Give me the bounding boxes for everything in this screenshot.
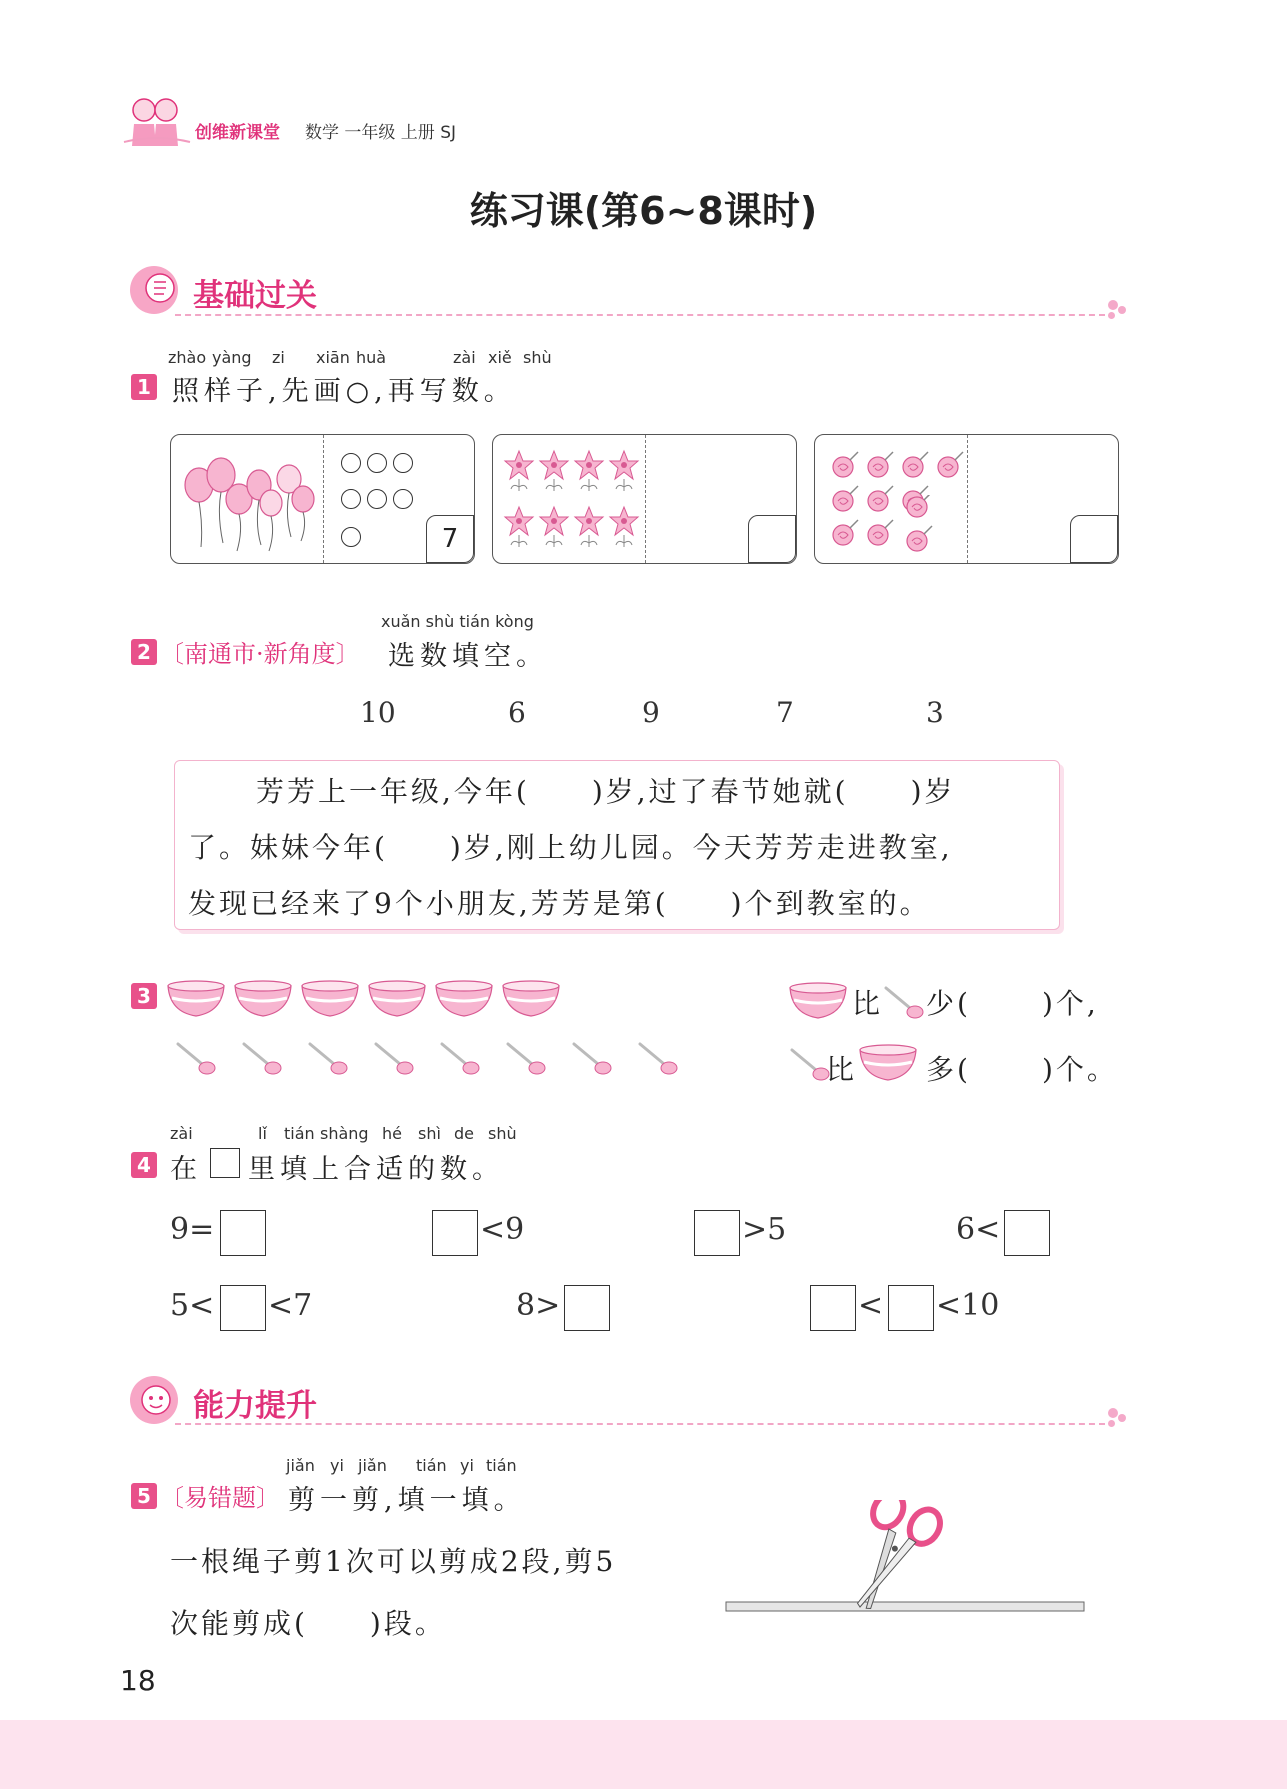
header-brand: 创维新课堂 — [195, 123, 280, 143]
footer-band — [0, 1720, 1287, 1789]
pinyin: zài — [170, 1124, 193, 1143]
balloons-image — [177, 455, 321, 555]
box-divider — [967, 435, 968, 563]
pinyin: shù — [523, 348, 552, 367]
pinyin: jiǎn — [358, 1456, 387, 1475]
q2-tag: 〔南通市·新角度〕 — [160, 640, 360, 668]
pinyin: tián — [486, 1456, 517, 1475]
pinyin: yi — [460, 1456, 474, 1475]
pinyin: huà — [356, 348, 387, 367]
section-divider — [175, 1423, 1105, 1425]
q2-number-option: 7 — [776, 696, 794, 729]
q1-flowers-box — [492, 434, 797, 564]
section-icon — [128, 264, 184, 316]
q4-answer-square[interactable] — [220, 1285, 266, 1331]
q1-answer-box: 7 — [426, 515, 474, 563]
example-circle — [393, 489, 413, 509]
q2-story-line: 发现已经来了9个小朋友,芳芳是第( )个到教室的。 — [188, 887, 931, 920]
pinyin: shì — [418, 1124, 441, 1143]
pinyin: zài — [453, 348, 476, 367]
q3-compare-word: 比 — [852, 987, 884, 1020]
pinyin: shù — [488, 1124, 517, 1143]
q4-number: 4 — [131, 1152, 157, 1178]
q2-number-option: 9 — [642, 696, 660, 729]
pinyin: tián — [416, 1456, 447, 1475]
q4-text-post: 里填上合适的数。 — [248, 1154, 504, 1185]
bowls-row — [166, 978, 566, 1024]
q3-unit-text: )个, — [1042, 987, 1099, 1020]
section-icon — [128, 1374, 184, 1426]
q3-compare-word: 比 — [826, 1053, 858, 1086]
pinyin: tián — [284, 1124, 315, 1143]
pinyin: zhào — [168, 348, 207, 367]
q2-text: 选数填空。 — [388, 641, 548, 672]
q2-number-option: 10 — [360, 696, 396, 729]
q4-expr-text: 9= — [170, 1212, 215, 1247]
flowers-image — [499, 441, 643, 559]
box-divider — [323, 435, 324, 563]
q4-expr-text: <9 — [480, 1212, 525, 1247]
pinyin: xiān — [316, 348, 350, 367]
section-title-advanced: 能力提升 — [193, 1388, 317, 1424]
q4-answer-square[interactable] — [810, 1285, 856, 1331]
box-divider — [645, 435, 646, 563]
q4-text-pre: 在 — [170, 1154, 202, 1185]
q2-number-option: 6 — [508, 696, 526, 729]
pinyin: jiǎn — [286, 1456, 315, 1475]
q5-tag: 〔易错题〕 — [160, 1484, 280, 1512]
q2-pinyin: xuǎn shù tián kòng — [381, 612, 534, 631]
bowl-icon — [858, 1040, 918, 1084]
pinyin: hé — [382, 1124, 402, 1143]
pinyin: zi — [272, 348, 285, 367]
pinyin: de — [454, 1124, 474, 1143]
q1-answer-box[interactable] — [748, 515, 796, 563]
page-number: 18 — [120, 1664, 156, 1697]
scissors-rope-illustration — [720, 1500, 1090, 1630]
q4-answer-square[interactable] — [1004, 1210, 1050, 1256]
q4-expr-text: < — [858, 1288, 884, 1323]
decor-dot — [1108, 300, 1118, 310]
example-circle — [341, 453, 361, 473]
spoons-row — [170, 1040, 690, 1080]
example-circle — [393, 453, 413, 473]
q3-more-text: 多( — [926, 1053, 971, 1086]
q3-number: 3 — [131, 983, 157, 1009]
q5-line: 次能剪成( )段。 — [170, 1607, 446, 1640]
pinyin: shàng — [320, 1124, 369, 1143]
decor-dot — [1108, 312, 1115, 319]
q1-number: 1 — [131, 374, 157, 400]
bowl-icon — [788, 978, 848, 1022]
q4-answer-square[interactable] — [220, 1210, 266, 1256]
q2-story-line: 了。妹妹今年( )岁,刚上幼儿园。今天芳芳走进教室, — [188, 831, 953, 864]
example-circle — [367, 489, 387, 509]
decor-dot — [1108, 1420, 1115, 1427]
q4-expr-text: 6< — [956, 1212, 1001, 1247]
q4-pinyin — [170, 1124, 570, 1144]
q1-lollipops-box — [814, 434, 1119, 564]
example-circle — [341, 489, 361, 509]
example-circle — [367, 453, 387, 473]
q5-number: 5 — [131, 1483, 157, 1509]
q1-text: 照样子,先画○,再写数。 — [172, 376, 516, 407]
q2-number-option: 3 — [926, 696, 944, 729]
header-mascot — [122, 90, 192, 152]
q4-expr-text: 8> — [516, 1288, 561, 1323]
q4-answer-square[interactable] — [694, 1210, 740, 1256]
header-subject: 数学 一年级 上册 SJ — [305, 123, 457, 143]
q1-pinyin — [168, 348, 588, 368]
q4-expr-text: >5 — [742, 1212, 787, 1247]
decor-dot — [1118, 1414, 1126, 1422]
q4-answer-square[interactable] — [564, 1285, 610, 1331]
q2-number: 2 — [131, 639, 157, 665]
q5-text: 剪一剪,填一填。 — [288, 1485, 526, 1516]
q4-answer-square[interactable] — [888, 1285, 934, 1331]
decor-dot — [1118, 306, 1126, 314]
pinyin: lǐ — [258, 1124, 267, 1143]
pinyin: yàng — [212, 348, 252, 367]
q4-expr-text: <10 — [936, 1288, 1000, 1323]
q2-story-line: 芳芳上一年级,今年( )岁,过了春节她就( )岁 — [256, 775, 956, 808]
q3-unit-text: )个。 — [1042, 1053, 1118, 1086]
q4-expr-text: 5< — [170, 1288, 215, 1323]
section-divider — [175, 314, 1105, 316]
q4-expr-text: <7 — [268, 1288, 313, 1323]
spoon-icon — [882, 984, 926, 1020]
pinyin: yi — [330, 1456, 344, 1475]
lollipops-image-extra — [905, 495, 965, 555]
decor-dot — [1108, 1408, 1118, 1418]
page-title: 练习课(第6~8课时) — [469, 189, 818, 233]
q4-answer-square[interactable] — [432, 1210, 478, 1256]
q4-inline-square — [210, 1148, 240, 1178]
q3-less-text: 少( — [926, 987, 971, 1020]
example-circle — [341, 527, 361, 547]
pinyin: xiě — [488, 348, 512, 367]
section-title-basic: 基础过关 — [193, 278, 317, 314]
q1-example-box — [170, 434, 475, 564]
q5-line: 一根绳子剪1次可以剪成2段,剪5 — [170, 1545, 617, 1578]
q1-answer-box[interactable] — [1070, 515, 1118, 563]
q5-pinyin — [286, 1456, 546, 1476]
